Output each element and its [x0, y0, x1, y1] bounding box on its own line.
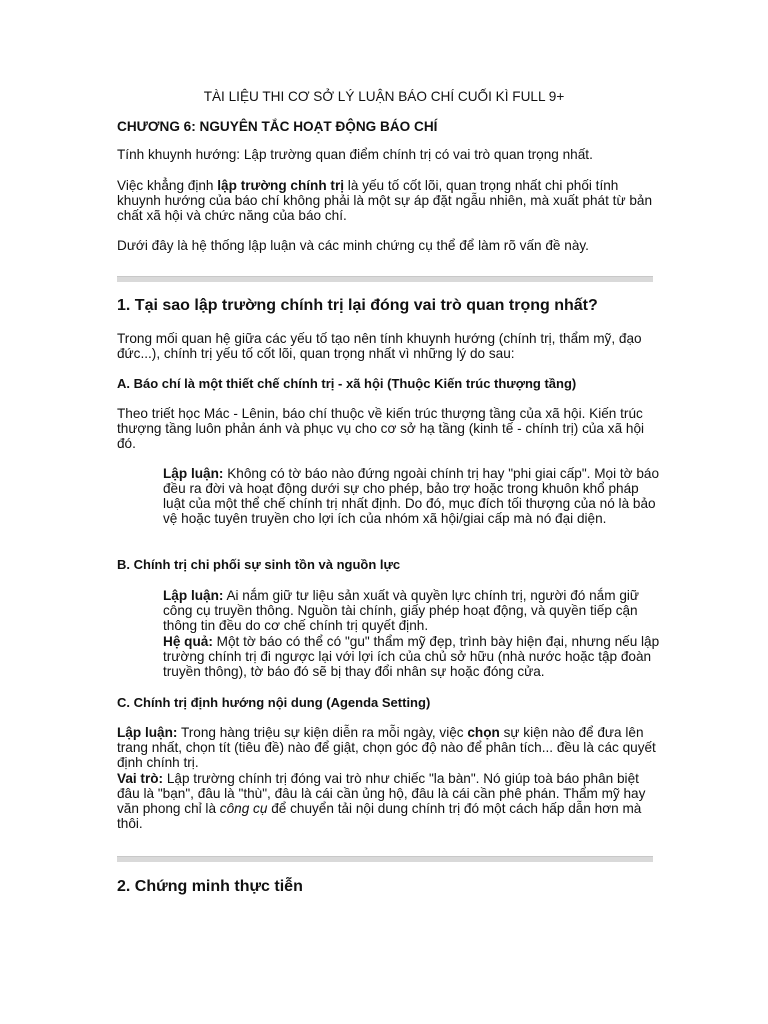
role-text-post: để chuyển tải nội dung chính trị đó một cách hấp dẫn hơn mà thôi. — [117, 801, 642, 831]
subsection-b-heading: B. Chính trị chi phối sự sinh tồn và nguồn lực — [117, 557, 401, 572]
argument-label: Lập luận: — [117, 725, 178, 740]
subsection-a-heading: A. Báo chí là một thiết chế chính trị - xã hội (Thuộc Kiến trúc thượng tầng) — [117, 376, 577, 391]
divider — [117, 856, 653, 862]
chapter-heading: CHƯƠNG 6: NGUYÊN TẮC HOẠT ĐỘNG BÁO CHÍ — [117, 119, 438, 134]
intro-line: Tính khuynh hướng: Lập trường quan điểm chính trị có vai trò quan trọng nhất. — [117, 147, 593, 162]
intro-text-post: là yếu tố cốt lõi, quan trọng nhất chi phối tính khuynh hướng của báo chí không phải là một sự áp đặt ngẫu nhiên, mà xuất phát từ bản chất xã hội và chức năng của báo chí. — [117, 178, 653, 223]
section-2-heading: 2. Chứng minh thực tiễn — [117, 878, 303, 895]
subsection-c-argument — [117, 725, 657, 770]
argument-text-pre: Trong hàng triệu sự kiện diễn ra mỗi ngày, việc — [177, 725, 468, 740]
section-1-heading: 1. Tại sao lập trường chính trị lại đóng vai trò quan trọng nhất? — [117, 297, 598, 314]
divider — [117, 276, 653, 282]
role-text-pre: Lập trường chính trị đóng vai trò như chiếc "la bàn". Nó giúp toà báo phân biệt đâu là "bạn", đâu là "thù", đâu là cái cần ủng hộ, đâu là cái cần phê phán. Thẩm mỹ hay văn phong chỉ là — [117, 771, 646, 816]
intro-text-pre: Việc khẳng định — [117, 178, 218, 193]
role-italic-term: công cụ — [219, 801, 268, 816]
role-label: Vai trò: — [117, 771, 164, 786]
subsection-c-role — [117, 771, 657, 831]
subsection-b-argument — [163, 588, 661, 633]
intro-summary: Dưới đây là hệ thống lập luận và các minh chứng cụ thể để làm rõ vấn đề này. — [117, 238, 589, 253]
subsection-c-heading: C. Chính trị định hướng nội dung (Agenda Setting) — [117, 695, 431, 710]
argument-label: Lập luận: — [163, 588, 224, 603]
intro-paragraph — [117, 178, 657, 223]
section-1-intro: Trong mối quan hệ giữa các yếu tố tạo nên tính khuynh hướng (chính trị, thẩm mỹ, đạo đức...), chính trị yếu tố cốt lõi, quan trọng nhất vì những lý do sau: — [117, 331, 642, 361]
argument-text: Ai nắm giữ tư liệu sản xuất và quyền lực chính trị, người đó nắm giữ công cụ truyền thông. Nguồn tài chính, giấy phép hoạt động, và quyền tiếp cận thông tin đều do cơ chế chính trị quyết định. — [163, 588, 640, 633]
document-title: TÀI LIỆU THI CƠ SỞ LÝ LUẬN BÁO CHÍ CUỐI KÌ FULL 9+ — [203, 89, 565, 104]
subsection-a-argument — [163, 466, 661, 526]
consequence-label: Hệ quả: — [163, 634, 213, 649]
argument-text-post: sự kiện nào để đưa lên trang nhất, chọn tít (tiêu đề) nào để giật, chọn góc độ nào để phân tích... đều là các quyết định chính trị. — [117, 725, 656, 770]
argument-label: Lập luận: — [163, 466, 224, 481]
subsection-b-consequence — [163, 634, 661, 679]
consequence-text: Một tờ báo có thể có "gu" thẩm mỹ đẹp, trình bày hiện đại, nhưng nếu lập trường chính trị đi ngược lại với lợi ích của chủ sở hữu (nhà nước hoặc tập đoàn truyền thông), tờ báo đó sẽ bị thay đổi nhân sự hoặc đóng cửa. — [163, 634, 660, 679]
argument-bold-term: chọn — [467, 725, 500, 740]
argument-text: Không có tờ báo nào đứng ngoài chính trị hay "phi giai cấp". Mọi tờ báo đều ra đời và hoạt động dưới sự cho phép, bảo trợ hoặc trong khuôn khổ pháp luật của một thể chế chính trị nhất định. Do đó, mục đích tối thượng của nó là bảo vệ hoặc tuyên truyền cho lợi ích của nhóm xã hội/giai cấp mà nó đại diện. — [163, 466, 660, 526]
intro-bold-term: lập trường chính trị — [217, 178, 345, 193]
subsection-a-text: Theo triết học Mác - Lênin, báo chí thuộc về kiến trúc thượng tầng của xã hội. Kiến trúc thượng tầng luôn phản ánh và phục vụ cho cơ sở hạ tầng (kinh tế - chính trị) của xã hội đó. — [117, 406, 645, 451]
